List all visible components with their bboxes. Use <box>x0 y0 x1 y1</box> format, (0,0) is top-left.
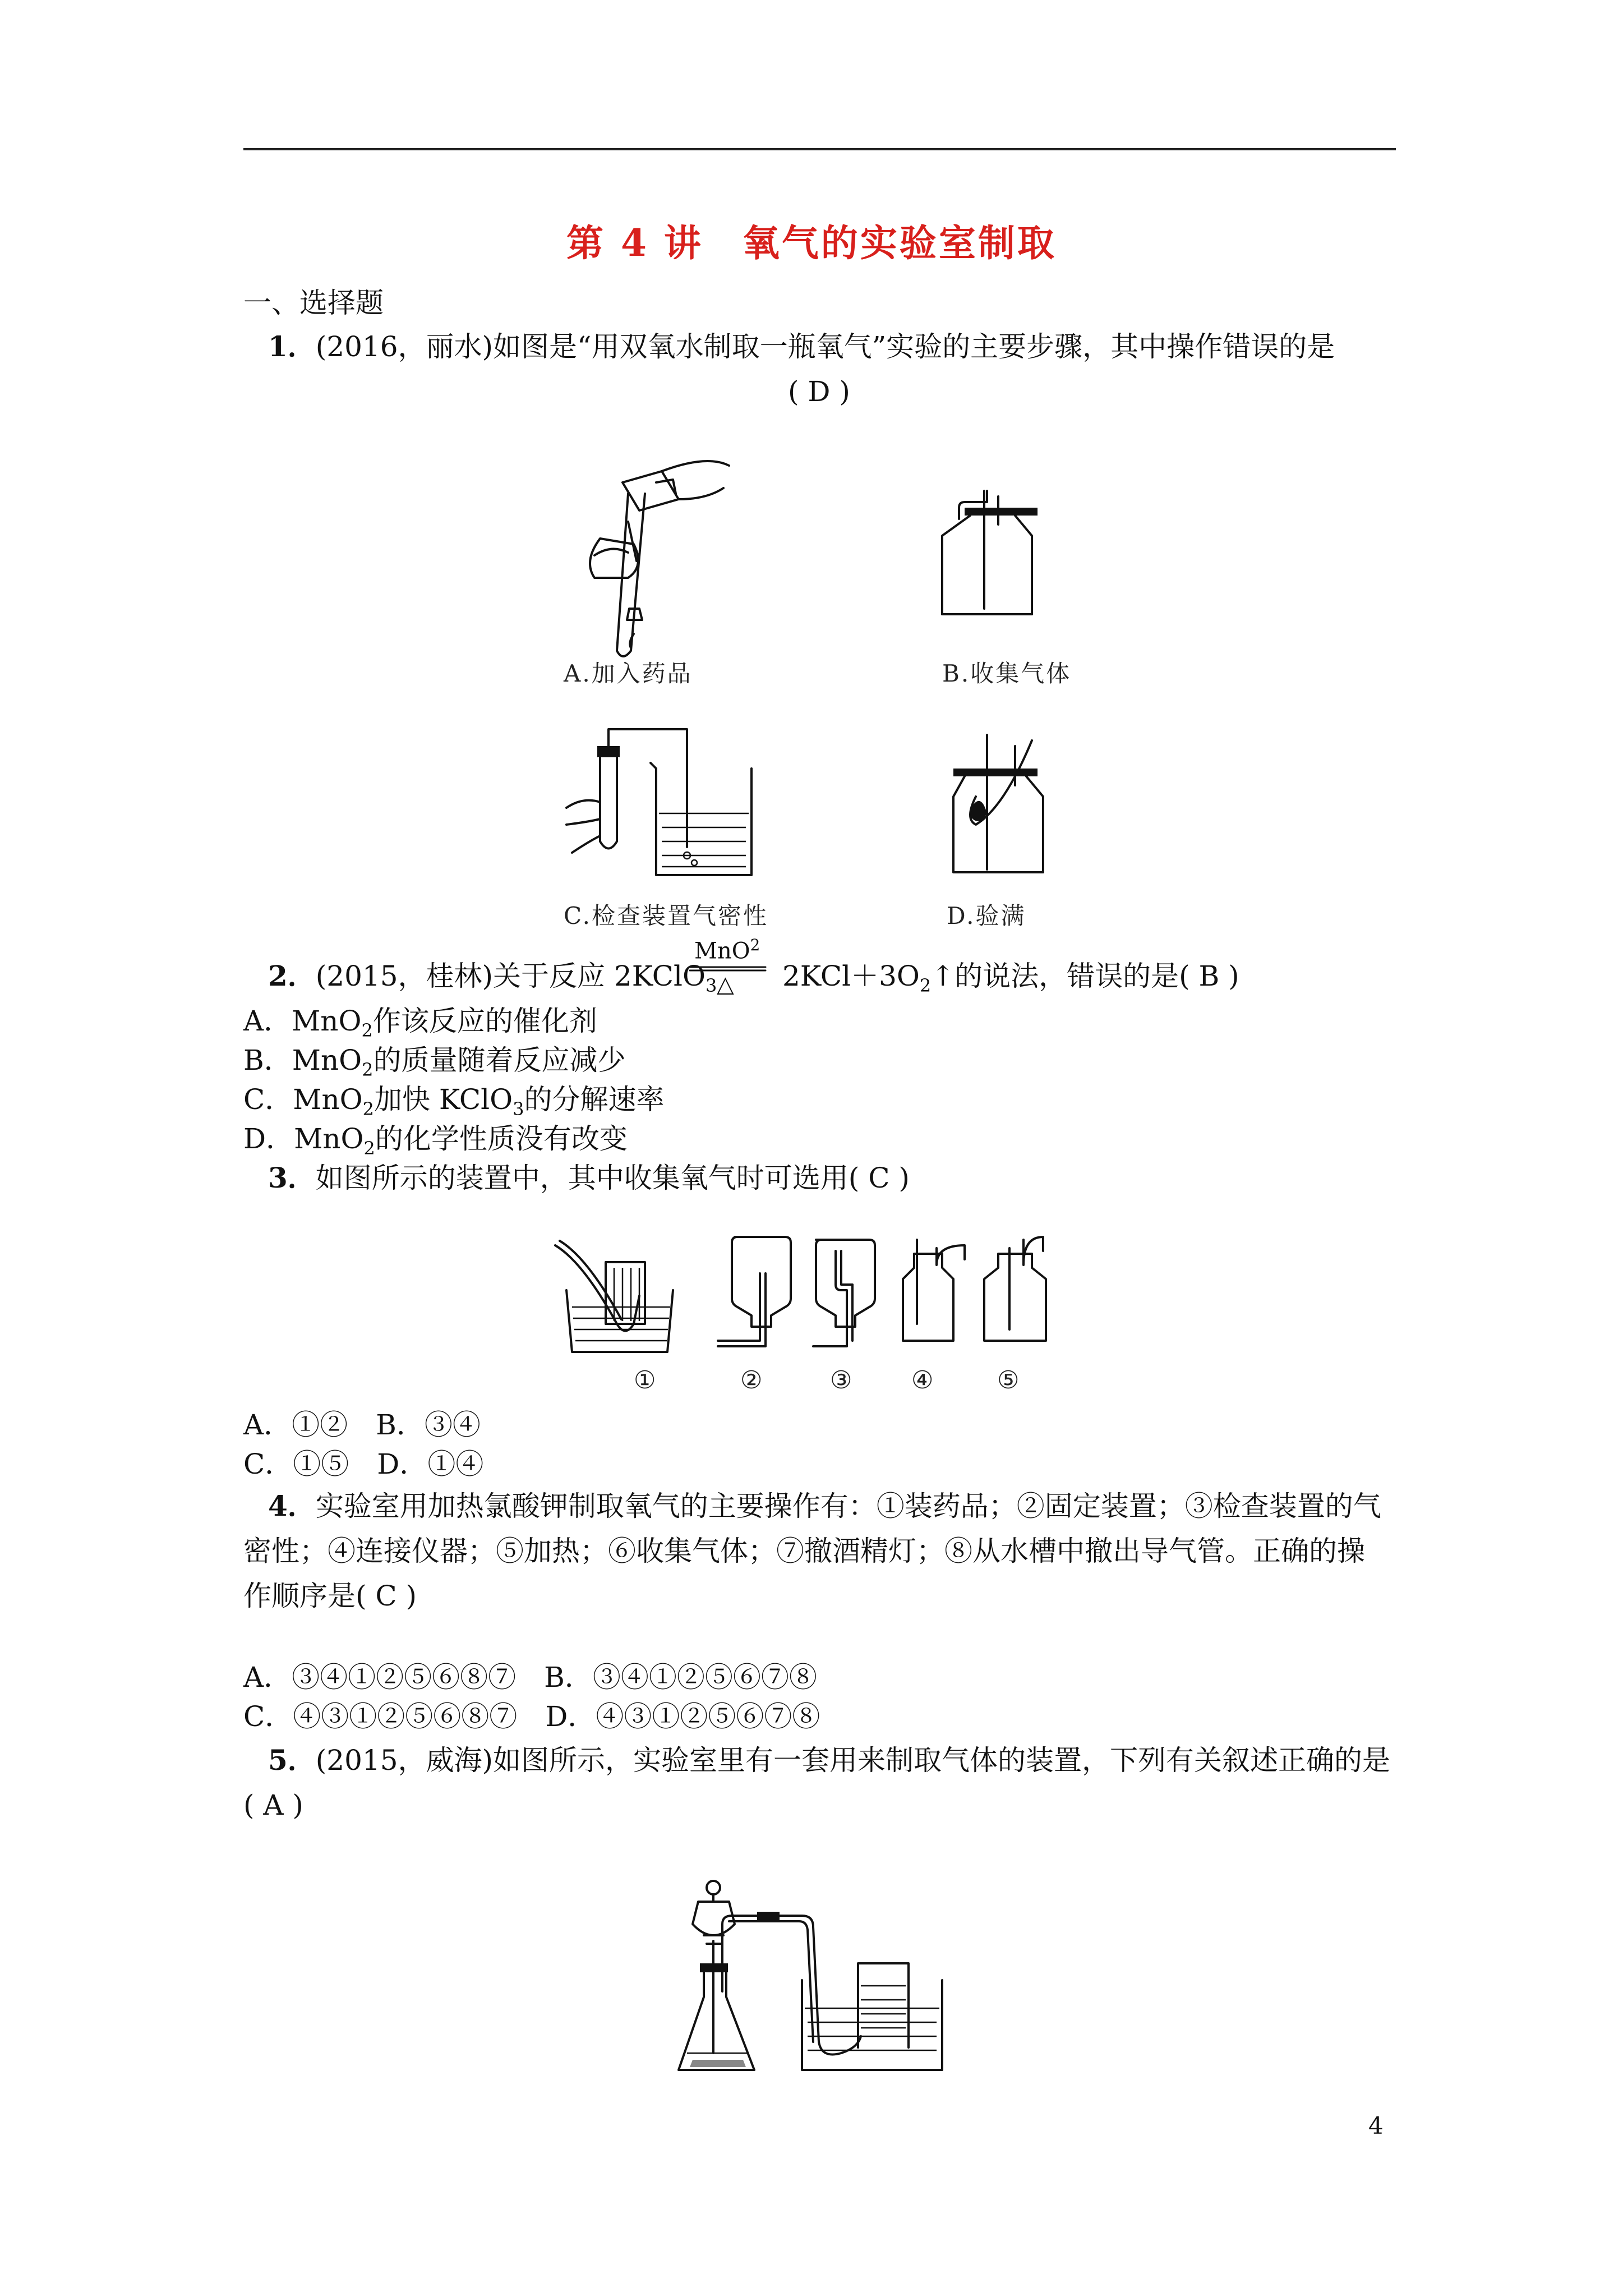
question-3-text: 如图所示的装置中，其中收集氧气时可选用( C ) <box>315 1162 910 1194</box>
question-2-sub3: 3 <box>706 975 717 996</box>
question-2-prefix: (2015，桂林)关于反应 2KClO <box>315 960 706 992</box>
question-3-options-1: A．①② B．③④ <box>243 1409 481 1441</box>
question-4-options-1: A．③④①②⑤⑥⑧⑦ B．③④①②⑤⑥⑦⑧ <box>243 1661 817 1694</box>
figure-a-caption: A.加入药品 <box>564 660 693 687</box>
option-a-pre: A．MnO <box>243 1005 362 1037</box>
question-4-line-2: 密性；④连接仪器；⑤加热；⑥收集气体；⑦撤酒精灯；⑧从水槽中撤出导气管。正确的操 <box>243 1535 1365 1567</box>
figure-q3-label-3: ③ <box>830 1366 852 1395</box>
figure-d-caption: D.验满 <box>947 902 1026 930</box>
question-4-line-3: 作顺序是( C ) <box>243 1580 417 1612</box>
option-d-post: 的化学性质没有改变 <box>375 1122 628 1155</box>
section-heading: 一、选择题 <box>243 287 384 319</box>
figure-q3-label-4: ④ <box>911 1366 934 1395</box>
question-1-number: 1． <box>268 330 316 363</box>
figure-d-verify-full <box>942 729 1054 881</box>
question-2 <box>268 959 717 1002</box>
question-2-products-text: 2KCl＋3O <box>782 960 920 992</box>
figure-q3-label-2: ② <box>740 1366 763 1395</box>
figure-b-caption: B.收集气体 <box>942 660 1072 687</box>
question-4-number: 4． <box>268 1489 316 1522</box>
option-a-sub: 2 <box>361 1020 373 1041</box>
question-3-number: 3． <box>268 1161 316 1194</box>
option-d-pre: D．MnO <box>243 1122 364 1155</box>
question-1 <box>268 330 1335 364</box>
question-2-sub2: 2 <box>919 975 932 996</box>
question-1-text: (2016，丽水)如图是“用双氧水制取一瓶氧气”实验的主要步骤，其中操作错误的是 <box>315 330 1335 363</box>
question-5-answer: ( A ) <box>243 1789 303 1821</box>
catalyst-sup: 2 <box>750 936 760 954</box>
option-b-post: 的质量随着反应减少 <box>373 1044 626 1076</box>
figure-c-airtightness-check <box>566 724 780 881</box>
figure-q3-apparatus <box>550 1228 1066 1363</box>
reaction-condition-line <box>690 966 768 972</box>
question-2-option-c <box>243 1083 665 1126</box>
question-4-options-2: C．④③①②⑤⑥⑧⑦ D．④③①②⑤⑥⑦⑧ <box>243 1700 820 1733</box>
gas-arrow: ↑ <box>931 960 955 992</box>
option-c-post: 加快 KClO <box>374 1083 513 1116</box>
header-rule <box>243 148 1396 150</box>
option-a-post: 作该反应的催化剂 <box>372 1005 597 1037</box>
page-number: 4 <box>1368 2112 1384 2139</box>
question-1-answer: ( D ) <box>788 375 850 408</box>
catalyst-label <box>694 936 760 964</box>
option-c-sub2: 3 <box>513 1098 524 1120</box>
question-3 <box>268 1161 910 1195</box>
question-4-line-1 <box>268 1489 1381 1523</box>
question-2-option-b <box>243 1043 626 1087</box>
page-title: 第 4 讲 氧气的实验室制取 <box>566 221 1057 265</box>
option-b-pre: B．MnO <box>243 1044 362 1076</box>
question-2-number: 2． <box>268 959 316 992</box>
figure-q3-label-5: ⑤ <box>997 1366 1020 1395</box>
figure-q5-gas-apparatus <box>673 1874 965 2087</box>
option-d-sub: 2 <box>363 1138 375 1159</box>
question-2-option-a <box>243 1004 597 1047</box>
question-4-text-1: 实验室用加热氯酸钾制取氧气的主要操作有：①装药品；②固定装置；③检查装置的气 <box>315 1490 1381 1522</box>
figure-c-caption: C.检查装置气密性 <box>564 902 768 930</box>
option-c-sub: 2 <box>362 1098 375 1120</box>
option-b-sub: 2 <box>362 1059 374 1080</box>
option-c-post2: 的分解速率 <box>524 1083 665 1116</box>
option-c-pre: C．MnO <box>243 1083 363 1116</box>
heat-symbol: △ <box>717 972 734 997</box>
catalyst-text: MnO <box>694 938 750 964</box>
question-5-text: (2015，威海)如图所示，实验室里有一套用来制取气体的装置，下列有关叙述正确的是 <box>315 1744 1391 1777</box>
question-2-suffix: 的说法，错误的是( B ) <box>955 960 1239 992</box>
question-2-products <box>782 959 1239 1002</box>
figure-b-collecting-gas <box>931 485 1054 620</box>
figure-q3-label-1: ① <box>634 1366 656 1395</box>
question-2-option-d <box>243 1122 628 1165</box>
question-5-number: 5． <box>268 1743 316 1777</box>
question-3-options-2: C．①⑤ D．①④ <box>243 1448 484 1480</box>
figure-a-adding-reagent <box>561 449 740 662</box>
question-5 <box>268 1743 1390 1777</box>
